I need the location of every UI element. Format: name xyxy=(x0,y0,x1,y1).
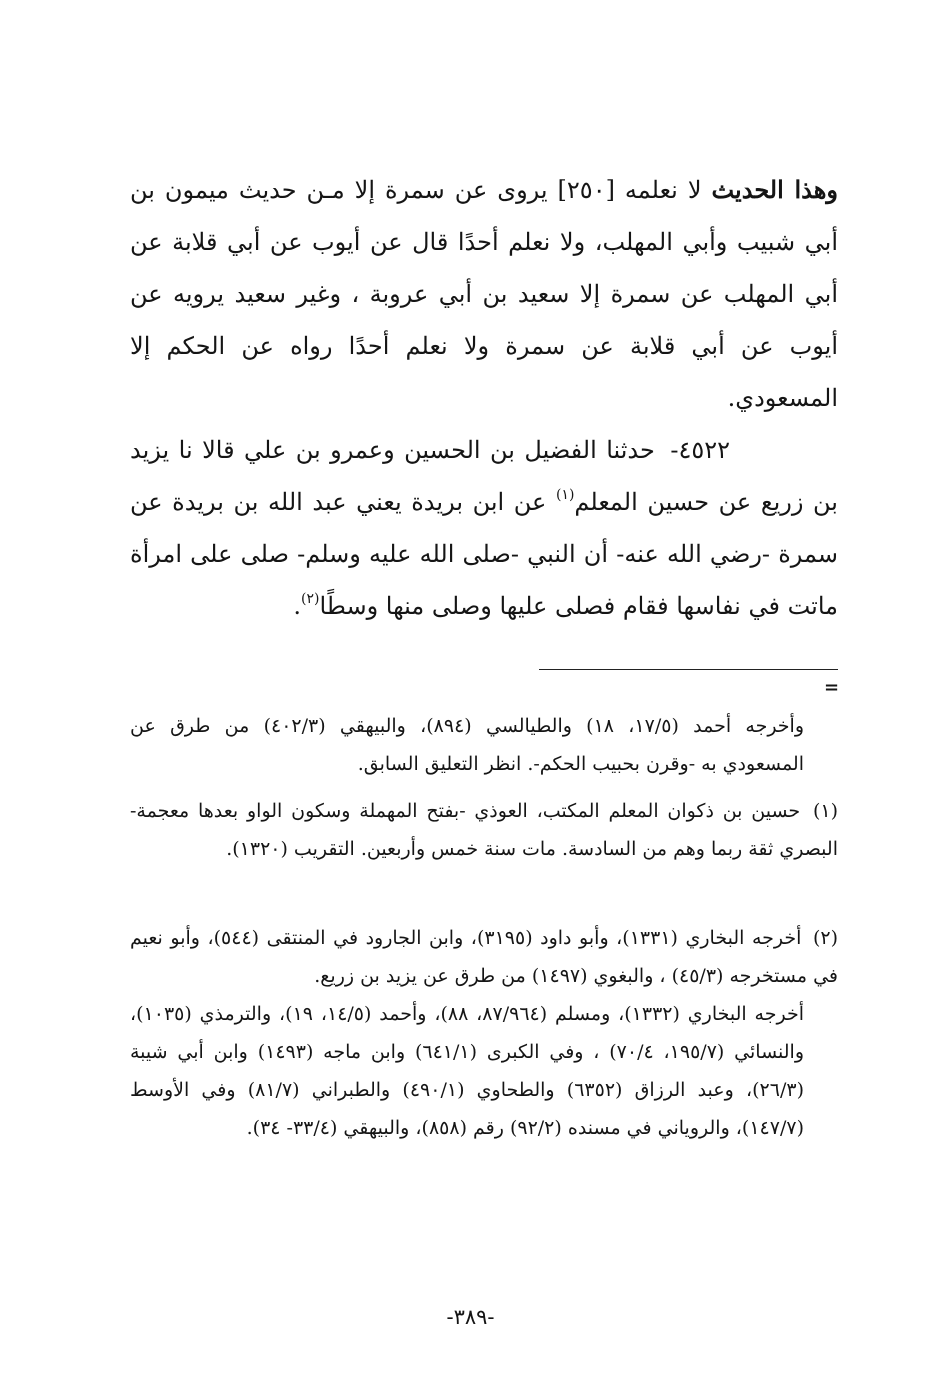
footnote-continuation-mark: = xyxy=(824,677,840,698)
footnote-2-text: أخرجه البخاري (١٣٣١)، وأبو داود (٣١٩٥)، وابن الجارود في المنتقى (٥٤٤)، وأبو نعيم في مستخرجه (٤٥/٣) ، والبغوي (١٤٩٧) من طرق عن يزيد بن زريع. xyxy=(130,927,838,987)
main-paragraph-1 xyxy=(130,164,838,424)
footnote-separator xyxy=(539,669,838,670)
footnote-marker-1[interactable]: (١) xyxy=(555,487,575,503)
footnote-1-number: (١) xyxy=(812,800,839,822)
footnote-1 xyxy=(130,792,838,868)
hadith-text-part-1: حدثنا الفضيل بن الحسين وعمرو بن علي قالا نا يزيد بن زريع عن حسين المعلم xyxy=(130,436,838,516)
footnote-2-number: (٢) xyxy=(812,927,838,949)
footnote-continuation-text: وأخرجه أحمد (١٧/٥، ١٨) والطيالسي (٨٩٤)، والبيهقي (٤٠٢/٣) من طرق عن المسعودي به -وقرن بحبيب الحكم-. انظر التعليق السابق. xyxy=(130,715,804,775)
hadith-text-end: . xyxy=(293,592,301,620)
footnote-marker-2[interactable]: (٢) xyxy=(301,591,320,607)
main-paragraph-2 xyxy=(130,424,838,632)
hadith-number: ٤٥٢٢- xyxy=(670,436,730,464)
paragraph-1-text: لا نعلمه [٢٥٠] يروى عن سمرة إلا مـن حديث ميمون بن أبي شبيب وأبي المهلب، ولا نعلم أحدًا قال عن أيوب عن أبي قلابة عن أبي المهلب عن سمرة إلا سعيد بن أبي عروبة ، وغير سعيد يرويه عن أيوب عن أبي قلابة عن سمرة ولا نعلم أحدًا رواه عن الحكم إلا المسعودي. xyxy=(130,176,838,412)
footnote-2 xyxy=(130,919,838,1147)
hadith-text-part-2: عن ابن بريدة يعني عبد الله بن بريدة عن سمرة -رضي الله عنه- أن النبي -صلى الله عليه وسلم- صلى على امرأة ماتت في نفاسها فقام فصلى عليها وصلى منها وسطًا xyxy=(130,488,838,620)
lead-bold-phrase: وهذا الحديث xyxy=(711,175,838,204)
footnote-1-text: حسين بن ذكوان المعلم المكتب، العوذي -بفتح المهملة وسكون الواو بعدها معجمة- البصري ثقة ربما وهم من السادسة. مات سنة خمس وأربعين. التقريب (١٣٢٠). xyxy=(130,800,838,860)
footnote-continuation xyxy=(130,707,838,783)
page-number: -٣٨٩- xyxy=(446,1305,495,1329)
footnote-2-text-continued: أخرجه البخاري (١٣٣٢)، ومسلم (٨٧/٩٦٤، ٨٨)، وأحمد (١٤/٥، ١٩)، والترمذي (١٠٣٥)، والنسائي (١٩٥/٧، ٧٠/٤) ، وفي الكبرى (٦٤١/١) وابن ماجه (١٤٩٣) وابن أبي شيبة (٢٦/٣)، وعبد الرزاق (٦٣٥٢) والطحاوي (٤٩٠/١) والطبراني (٨١/٧) وفي الأوسط (١٤٧/٧)، والروياني في مسنده (٩٢/٢) رقم (٨٥٨)، والبيهقي (٣٣/٤- ٣٤). xyxy=(130,1003,804,1139)
